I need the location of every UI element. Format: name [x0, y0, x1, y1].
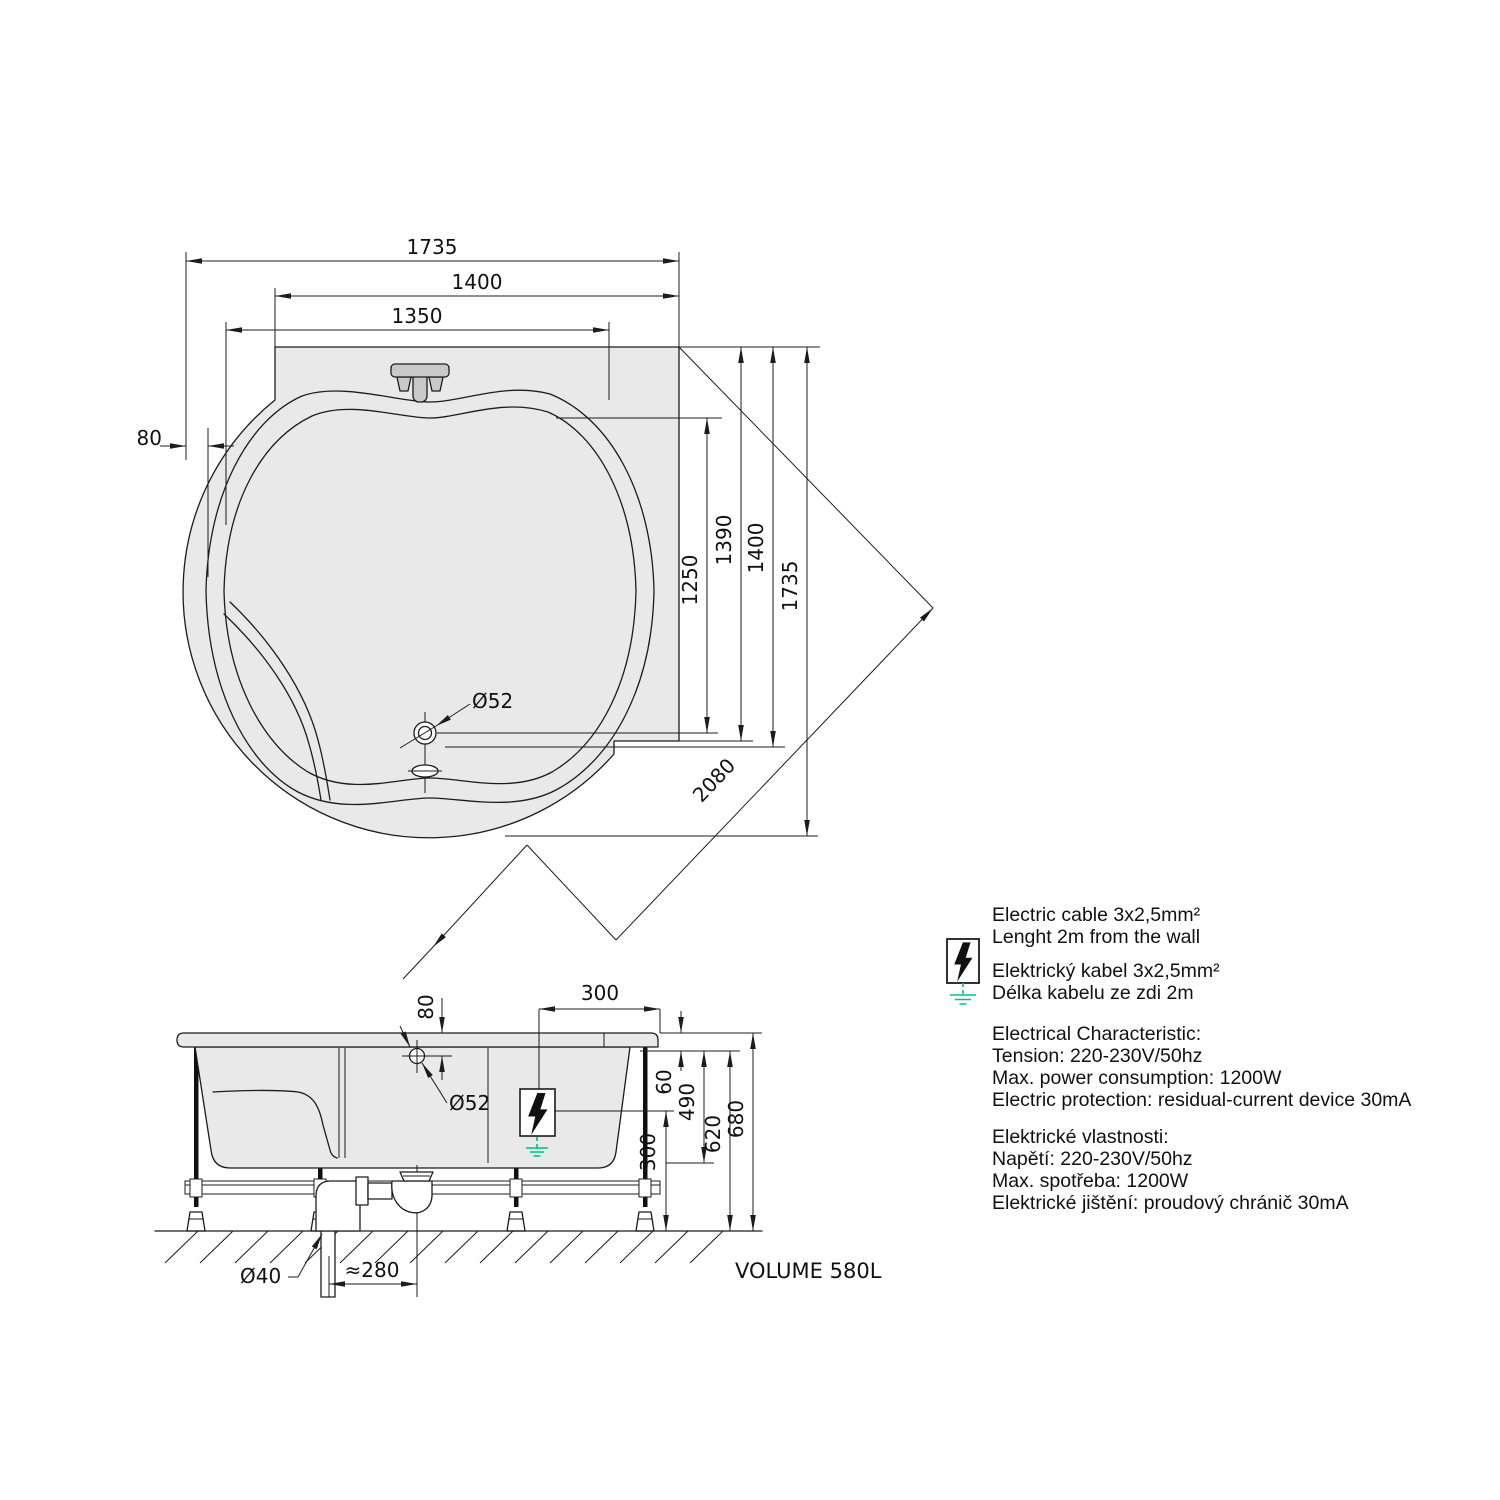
drain-diameter-label: Ø52	[472, 689, 514, 713]
pipe-segment	[368, 1183, 392, 1199]
dim-2080-label: 2080	[687, 753, 741, 807]
info-panel	[735, 904, 1411, 1283]
tub-body-section	[195, 1047, 630, 1168]
dim-1735-label: 1735	[406, 235, 458, 259]
volume-label: VOLUME 580L	[735, 1259, 882, 1283]
elec-cz-title: Elektrické vlastnosti:	[992, 1126, 1169, 1148]
foot	[507, 1212, 525, 1231]
tub-deck-outline	[183, 347, 679, 838]
dim-280-label: ≈280	[344, 1258, 400, 1282]
dim-300t-label: 300	[580, 981, 620, 1005]
elec-en-title: Electrical Characteristic:	[992, 1023, 1202, 1045]
dim-1735v-label: 1735	[778, 560, 802, 612]
pipe-nut	[356, 1177, 368, 1205]
leg-bracket	[190, 1179, 202, 1197]
leg-bracket	[510, 1179, 522, 1197]
cable-en-line1: Electric cable 3x2,5mm²	[992, 904, 1201, 926]
dim-80s-label: 80	[414, 994, 438, 1020]
dim-2080-zigzag-2	[433, 845, 527, 947]
dim-680-label: 680	[724, 1099, 748, 1139]
foot	[636, 1212, 654, 1231]
elec-en-line1: Tension: 220-230V/50hz	[992, 1045, 1203, 1067]
dim-2080-zigzag-1	[527, 845, 616, 940]
floor-hatching	[165, 1231, 723, 1263]
elbow-pipe	[316, 1181, 360, 1231]
dim-620-label: 620	[701, 1114, 725, 1154]
dim-1390-label: 1390	[712, 514, 736, 566]
elec-en-line3: Electric protection: residual-current device 30mA	[992, 1089, 1412, 1111]
dim-490-label: 490	[675, 1082, 699, 1122]
dim-1350-label: 1350	[391, 304, 443, 328]
ground-symbol-icon	[950, 983, 976, 1004]
leg-bracket	[639, 1179, 651, 1197]
floor	[155, 1231, 762, 1263]
elec-cz-line1: Napětí: 220-230V/50hz	[992, 1148, 1193, 1170]
elec-cz-line2: Max. spotřeba: 1200W	[992, 1170, 1189, 1192]
dim-300b-label: 300	[636, 1132, 660, 1172]
electric-icon	[947, 939, 979, 1004]
dim-o40-label: Ø40	[240, 1264, 282, 1288]
trap-bend	[392, 1181, 432, 1213]
cable-cz-line1: Elektrický kabel 3x2,5mm²	[992, 960, 1220, 982]
o40-leader	[298, 1234, 322, 1277]
cable-cz-line2: Délka kabelu ze zdi 2m	[992, 982, 1194, 1004]
faucet-handle-left	[397, 377, 411, 391]
waste-pipe-below-floor	[321, 1231, 335, 1297]
faucet-handle-right	[429, 377, 443, 391]
dim-60-label: 60	[652, 1069, 676, 1095]
dim-1400-label: 1400	[451, 270, 503, 294]
dim-80-label: 80	[136, 426, 162, 450]
corner-extension-line	[679, 347, 933, 608]
dim-2080-zigzag-3	[403, 947, 433, 979]
overflow-diameter-label: Ø52	[449, 1091, 491, 1115]
cable-en-line2: Lenght 2m from the wall	[992, 926, 1201, 948]
faucet-body	[391, 364, 449, 377]
dim-1250-label: 1250	[678, 554, 702, 606]
dim-1400v-label: 1400	[744, 522, 768, 574]
side-view	[155, 981, 762, 1297]
elec-cz-line3: Elektrické jištění: proudový chránič 30mA	[992, 1192, 1349, 1214]
ground-bars	[950, 995, 976, 1004]
top-view	[137, 235, 933, 979]
adjustable-feet	[187, 1212, 654, 1231]
elec-en-line2: Max. power consumption: 1200W	[992, 1067, 1282, 1089]
foot	[187, 1212, 205, 1231]
